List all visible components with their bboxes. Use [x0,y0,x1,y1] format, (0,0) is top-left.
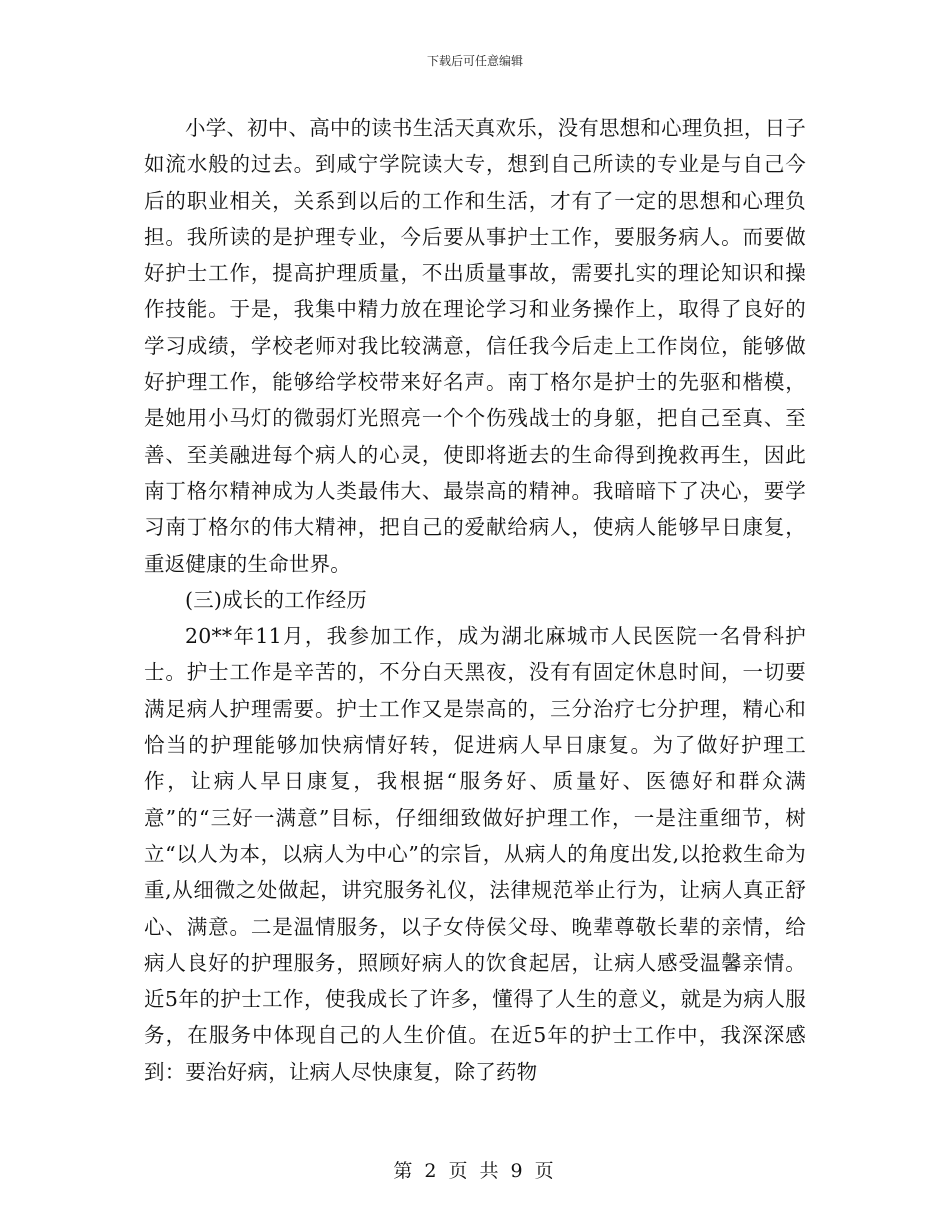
page-header: 下载后可任意编辑 [426,54,523,68]
body-text [144,110,806,1090]
section-heading: (三)成长的工作经历 [185,587,367,612]
paragraph-student-life: 小学、初中、高中的读书生活天真欢乐，没有思想和心理负担，日子如流水般的过去。到咸宁学院读大专，想到自己所读的专业是与自己今后的职业相关，关系到以后的工作和生活，才有了一定的思想和心理负担。我所读的是护理专业，今后要从事护士工作，要服务病人。而要做好护士工作，提高护理质量，不出质量事故，需要扎实的理论知识和操作技能。于是，我集中精力放在理论学习和业务操作上，取得了良好的学习成绩，学校老师对我比较满意，信任我今后走上工作岗位，能够做好护理工作，能够给学校带来好名声。南丁格尔是护士的先驱和楷模，是她用小马灯的微弱灯光照亮一个个伤残战士的身躯，把自己至真、至善、至美融进每个病人的心灵，使即将逝去的生命得到挽救再生，因此南丁格尔精神成为人类最伟大、最崇高的精神。我暗暗下了决心，要学习南丁格尔的伟大精神，把自己的爱献给病人，使病人能够早日康复，重返健康的生命世界。 [144,116,806,576]
paragraph-work-experience: 20**年11月，我参加工作，成为湖北麻城市人民医院一名骨科护士。护士工作是辛苦的，不分白天黑夜，没有有固定休息时间，一切要满足病人护理需要。护士工作又是崇高的，三分治疗七分护理，精心和恰当的护理能够加快病情好转，促进病人早日康复。为了做好护理工作，让病人早日康复，我根据“服务好、质量好、医德好和群众满意”的“三好一满意”目标，仔细细致做好护理工作，一是注重细节，树立“以人为本，以病人为中心”的宗旨，从病人的角度出发,以抢救生命为重,从细微之处做起，讲究服务礼仪，法律规范举止行为，让病人真正舒心、满意。二是温情服务，以子女侍侯父母、晚辈尊敬长辈的亲情，给病人良好的护理服务，照顾好病人的饮食起居，让病人感受温馨亲情。近5年的护士工作，使我成长了许多，懂得了人生的意义，就是为病人服务，在服务中体现自己的人生价值。在近5年的护士工作中，我深深感到：要治好病，让病人尽快康复，除了药物 [144,624,806,1084]
page-footer: 第 2 页 共 9 页 [393,1160,557,1182]
